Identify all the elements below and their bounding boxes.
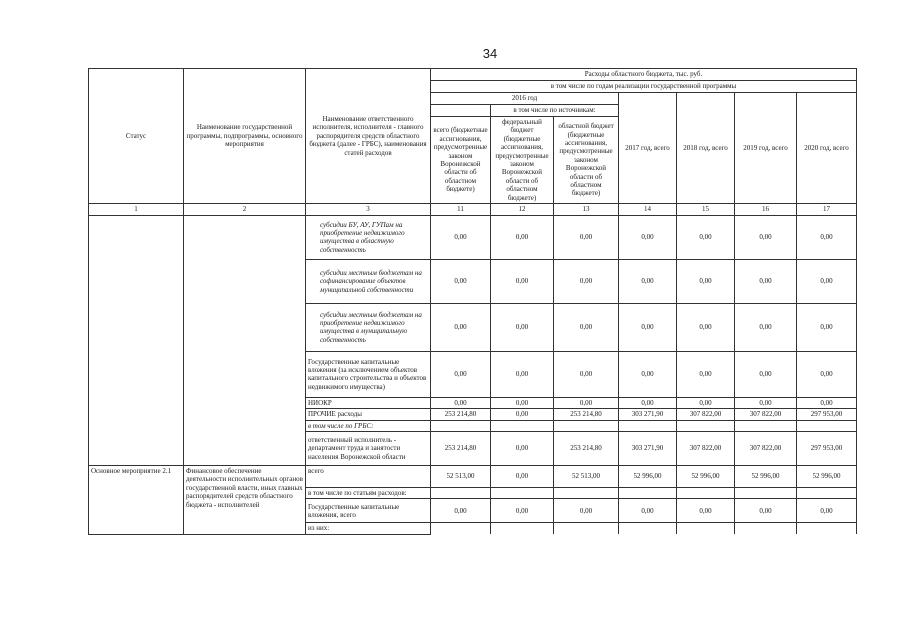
col-number: 2 bbox=[184, 203, 306, 215]
row-label: субсидии местным бюджетам на софинансирование объектов муниципальной собственности bbox=[306, 259, 431, 303]
page-number: 34 bbox=[482, 46, 498, 61]
value-cell: 307 822,00 bbox=[735, 409, 797, 420]
value-cell: 52 996,00 bbox=[797, 466, 857, 488]
measure-name: Финансовое обеспечение деятельности исполнительных органов государственной власти, иных главных распорядителей средств областного бюджета - исполнителей bbox=[184, 466, 306, 535]
value-cell: 303 271,90 bbox=[619, 409, 677, 420]
value-cell: 0,00 bbox=[431, 499, 491, 523]
col-number: 14 bbox=[619, 203, 677, 215]
value-cell: 0,00 bbox=[554, 215, 619, 259]
value-cell: 307 822,00 bbox=[677, 432, 735, 466]
header-col-2018: 2018 год, всего bbox=[677, 93, 735, 204]
value-cell: 0,00 bbox=[735, 397, 797, 408]
header-col-2020: 2020 год, всего bbox=[797, 93, 857, 204]
value-cell: 0,00 bbox=[491, 397, 554, 408]
col-number: 1 bbox=[89, 203, 184, 215]
measure-status: Основное мероприятие 2.1 bbox=[89, 466, 184, 535]
value-cell: 0,00 bbox=[735, 351, 797, 397]
row-label: субсидии БУ, АУ, ГУПам на приобретение недвижимого имущества в областную собственность bbox=[306, 215, 431, 259]
value-cell: 0,00 bbox=[491, 351, 554, 397]
value-cell: 0,00 bbox=[677, 351, 735, 397]
value-cell: 0,00 bbox=[491, 432, 554, 466]
value-cell: 0,00 bbox=[491, 303, 554, 351]
value-cell: 0,00 bbox=[677, 215, 735, 259]
value-cell: 0,00 bbox=[431, 397, 491, 408]
value-cell: 0,00 bbox=[677, 397, 735, 408]
value-cell: 0,00 bbox=[797, 397, 857, 408]
row-label: Государственные капитальные вложения (за исключением объектов капитального строительства и объектов недвижимого имущества) bbox=[306, 351, 431, 397]
value-cell: 0,00 bbox=[491, 259, 554, 303]
value-cell: 0,00 bbox=[797, 303, 857, 351]
row-label: ответственный исполнитель - департамент труда и занятости населения Воронежской области bbox=[306, 432, 431, 466]
value-cell: 307 822,00 bbox=[677, 409, 735, 420]
value-cell: 0,00 bbox=[554, 499, 619, 523]
value-cell: 0,00 bbox=[677, 303, 735, 351]
value-cell: 0,00 bbox=[797, 499, 857, 523]
header-col-2017: 2017 год, всего bbox=[619, 93, 677, 204]
value-cell: 253 214,80 bbox=[554, 409, 619, 420]
header-col-federal: федеральный бюджет (бюджетные ассигнования, предусмотренные законом Воронежской области об областном бюджете) bbox=[491, 117, 554, 204]
row-label: в том числе по статьям расходов: bbox=[306, 488, 431, 499]
value-cell: 0,00 bbox=[797, 351, 857, 397]
value-cell: 0,00 bbox=[619, 303, 677, 351]
value-cell: 0,00 bbox=[619, 259, 677, 303]
header-expenses-title: Расходы областного бюджета, тыс. руб. bbox=[431, 69, 857, 81]
row-label: всего bbox=[306, 466, 431, 488]
value-cell: 0,00 bbox=[554, 259, 619, 303]
value-cell: 0,00 bbox=[735, 215, 797, 259]
col-number: 16 bbox=[735, 203, 797, 215]
header-program-name: Наименование государственной программы, подпрограммы, основного мероприятия bbox=[184, 69, 306, 204]
value-cell: 0,00 bbox=[431, 351, 491, 397]
value-cell: 0,00 bbox=[735, 499, 797, 523]
header-col-total: всего (бюджетные ассигнования, предусмотренные законом Воронежской области об областном бюджете) bbox=[431, 117, 491, 204]
header-executor: Наименование ответственного исполнителя, исполнителя - главного распорядителя средств областного бюджета (далее - ГРБС), наименования статей расходов bbox=[306, 69, 431, 204]
header-col-regional: областной бюджет (бюджетные ассигнования, предусмотренные законом Воронежской области об областном бюджете) bbox=[554, 117, 619, 204]
value-cell: 0,00 bbox=[554, 303, 619, 351]
header-by-years: в том числе по годам реализации государственной программы bbox=[431, 81, 857, 93]
row-label: Государственные капитальные вложения, всего bbox=[306, 499, 431, 523]
value-cell: 0,00 bbox=[491, 466, 554, 488]
value-cell: 52 513,00 bbox=[431, 466, 491, 488]
value-cell: 0,00 bbox=[677, 259, 735, 303]
row-label: ПРОЧИЕ расходы bbox=[306, 409, 431, 420]
value-cell: 0,00 bbox=[431, 303, 491, 351]
value-cell: 0,00 bbox=[431, 259, 491, 303]
row-label: НИОКР bbox=[306, 397, 431, 408]
value-cell: 52 996,00 bbox=[677, 466, 735, 488]
value-cell: 253 214,80 bbox=[431, 409, 491, 420]
value-cell: 303 271,90 bbox=[619, 432, 677, 466]
value-cell: 0,00 bbox=[797, 259, 857, 303]
value-cell: 0,00 bbox=[735, 303, 797, 351]
value-cell: 0,00 bbox=[491, 409, 554, 420]
row-label: из них: bbox=[306, 523, 431, 534]
value-cell: 307 822,00 bbox=[735, 432, 797, 466]
value-cell: 0,00 bbox=[554, 397, 619, 408]
value-cell: 297 953,00 bbox=[797, 432, 857, 466]
col-number: 3 bbox=[306, 203, 431, 215]
value-cell: 253 214,80 bbox=[431, 432, 491, 466]
value-cell: 0,00 bbox=[431, 215, 491, 259]
header-by-sources: в том числе по источникам: bbox=[491, 105, 619, 117]
value-cell: 0,00 bbox=[619, 215, 677, 259]
col-number: 11 bbox=[431, 203, 491, 215]
value-cell: 297 953,00 bbox=[797, 409, 857, 420]
header-col-2019: 2019 год, всего bbox=[735, 93, 797, 204]
col-number: 15 bbox=[677, 203, 735, 215]
value-cell: 52 996,00 bbox=[735, 466, 797, 488]
value-cell: 0,00 bbox=[797, 215, 857, 259]
value-cell: 0,00 bbox=[619, 351, 677, 397]
header-status: Статус bbox=[89, 69, 184, 204]
budget-table bbox=[88, 68, 857, 535]
value-cell: 52 513,00 bbox=[554, 466, 619, 488]
value-cell: 0,00 bbox=[619, 499, 677, 523]
value-cell: 0,00 bbox=[735, 259, 797, 303]
row-label: в том числе по ГРБС: bbox=[306, 420, 431, 431]
value-cell: 253 214,80 bbox=[554, 432, 619, 466]
row-label: субсидии местным бюджетам на приобретение недвижимого имущества в муниципальную собственность bbox=[306, 303, 431, 351]
header-year-2016: 2016 год bbox=[431, 93, 619, 105]
col-number: 17 bbox=[797, 203, 857, 215]
value-cell: 52 996,00 bbox=[619, 466, 677, 488]
value-cell: 0,00 bbox=[677, 499, 735, 523]
value-cell: 0,00 bbox=[554, 351, 619, 397]
value-cell: 0,00 bbox=[491, 215, 554, 259]
value-cell: 0,00 bbox=[619, 397, 677, 408]
col-number: 12 bbox=[491, 203, 554, 215]
value-cell: 0,00 bbox=[491, 499, 554, 523]
col-number: 13 bbox=[554, 203, 619, 215]
